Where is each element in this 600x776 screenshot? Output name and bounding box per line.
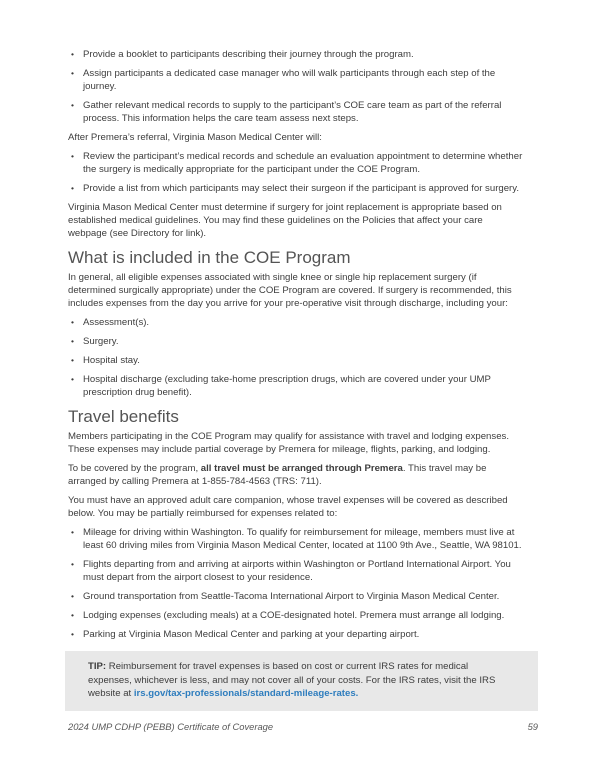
bullet-icon: •: [71, 99, 74, 110]
list-item-text: Lodging expenses (excluding meals) at a COE-designated hotel. Premera must arrange all lodging.: [83, 610, 505, 621]
list-item-text: Hospital discharge (excluding take-home prescription drugs, which are covered under your UMP prescription drug benefit).: [83, 374, 491, 398]
travel-p2-bold-phrase: all travel must be arranged through Premera: [200, 463, 403, 474]
list-item: [68, 526, 523, 552]
bullet-icon: •: [71, 48, 74, 59]
section-heading-travel: Travel benefits: [68, 407, 179, 426]
included-intro-paragraph: In general, all eligible expenses associated with single knee or single hip replacement surgery (if determined surgically appropriate) under the COE Program are covered. If surgery is recommended, this includes expenses from the day you arrive for your pre-operative visit through discharge, including your:: [68, 272, 512, 309]
list-item: [68, 558, 523, 584]
list-item-text: Hospital stay.: [83, 355, 140, 366]
list-item: [68, 373, 523, 399]
travel-paragraph-3: You must have an approved adult care companion, whose travel expenses will be covered as described below. You may be partially reimbursed for expenses related to:: [68, 495, 508, 519]
travel-paragraph-1: Members participating in the COE Program may qualify for assistance with travel and lodging expenses. These expenses may include partial coverage by Premera for mileage, flights, parking, and lodging.: [68, 431, 509, 455]
list-item: [68, 99, 523, 125]
travel-p2-pre: To be covered by the program,: [68, 463, 201, 474]
list-item: [68, 335, 523, 348]
list-item: [68, 182, 523, 195]
bullet-icon: •: [71, 182, 74, 193]
bullet-icon: •: [71, 609, 74, 620]
bullet-icon: •: [71, 354, 74, 365]
referral-lead-paragraph: After Premera’s referral, Virginia Mason Medical Center will:: [68, 132, 322, 143]
list-item-text: Provide a booklet to participants describing their journey through the program.: [83, 49, 414, 60]
section-heading-included: What is included in the COE Program: [68, 248, 351, 267]
list-item-text: Assign participants a dedicated case manager who will walk participants through each step of the journey.: [83, 68, 496, 92]
footer-document-title: 2024 UMP CDHP (PEBB) Certificate of Coverage: [68, 720, 274, 732]
list-item-text: Parking at Virginia Mason Medical Center and parking at your departing airport.: [83, 629, 420, 640]
bullet-icon: •: [71, 558, 74, 569]
list-item-text: Ground transportation from Seattle-Tacoma International Airport to Virginia Mason Medical Center.: [83, 591, 500, 602]
list-item: [68, 316, 523, 329]
bullet-icon: •: [71, 335, 74, 346]
bullet-icon: •: [71, 150, 74, 161]
list-item: [68, 354, 523, 367]
bullet-icon: •: [71, 67, 74, 78]
list-item: [68, 590, 523, 603]
bullet-icon: •: [71, 316, 74, 327]
list-item-text: Surgery.: [83, 336, 119, 347]
list-item-text: Mileage for driving within Washington. To qualify for reimbursement for mileage, members must live at least 60 driving miles from Virginia Mason Medical Center, located at 1100 9th Ave., Seattle, WA 98101.: [83, 527, 522, 551]
bullet-icon: •: [71, 590, 74, 601]
irs-mileage-rates-link[interactable]: irs.gov/tax-professionals/standard-mileage-rates.: [133, 688, 359, 699]
list-item-text: Flights departing from and arriving at airports within Washington or Portland International Airport. You must depart from the airport closest to your residence.: [83, 559, 511, 583]
bullet-icon: •: [71, 373, 74, 384]
list-item: [68, 150, 523, 176]
travel-paragraph-2: [68, 462, 523, 488]
referral-closing-paragraph: Virginia Mason Medical Center must determine if surgery for joint replacement is appropriate based on established medical guidelines. You may find these guidelines on the Policies that affect your care webpage (see Directory for link).: [68, 202, 502, 239]
list-item-text: Provide a list from which participants may select their surgeon if the participant is approved for surgery.: [83, 183, 519, 194]
list-item: [68, 48, 523, 61]
tip-callout-box: [65, 651, 538, 711]
travel-p2-post: . This travel may be arranged by calling Premera at 1-855-784-4563 (TRS: 711).: [68, 463, 487, 487]
list-item-text: Gather relevant medical records to supply to the participant’s COE care team as part of the referral process. This information helps the care team assess next steps.: [83, 100, 502, 124]
list-item: [68, 67, 523, 93]
list-item-text: Assessment(s).: [83, 317, 150, 328]
tip-label: TIP:: [88, 661, 107, 672]
page-footer: [68, 720, 538, 733]
list-item-text: Review the participant’s medical records and schedule an evaluation appointment to determine whether the surgery is medically appropriate for the participant under the COE Program.: [83, 151, 523, 175]
bullet-icon: •: [71, 628, 74, 639]
list-item: [68, 628, 523, 641]
footer-page-number: 59: [527, 720, 538, 732]
list-item: [68, 609, 523, 622]
bullet-icon: •: [71, 526, 74, 537]
tip-body-text: Reimbursement for travel expenses is based on cost or current IRS rates for medical expenses, whichever is less, and may not cover all of your costs. For the IRS rates, visit the IRS website at: [88, 661, 496, 699]
